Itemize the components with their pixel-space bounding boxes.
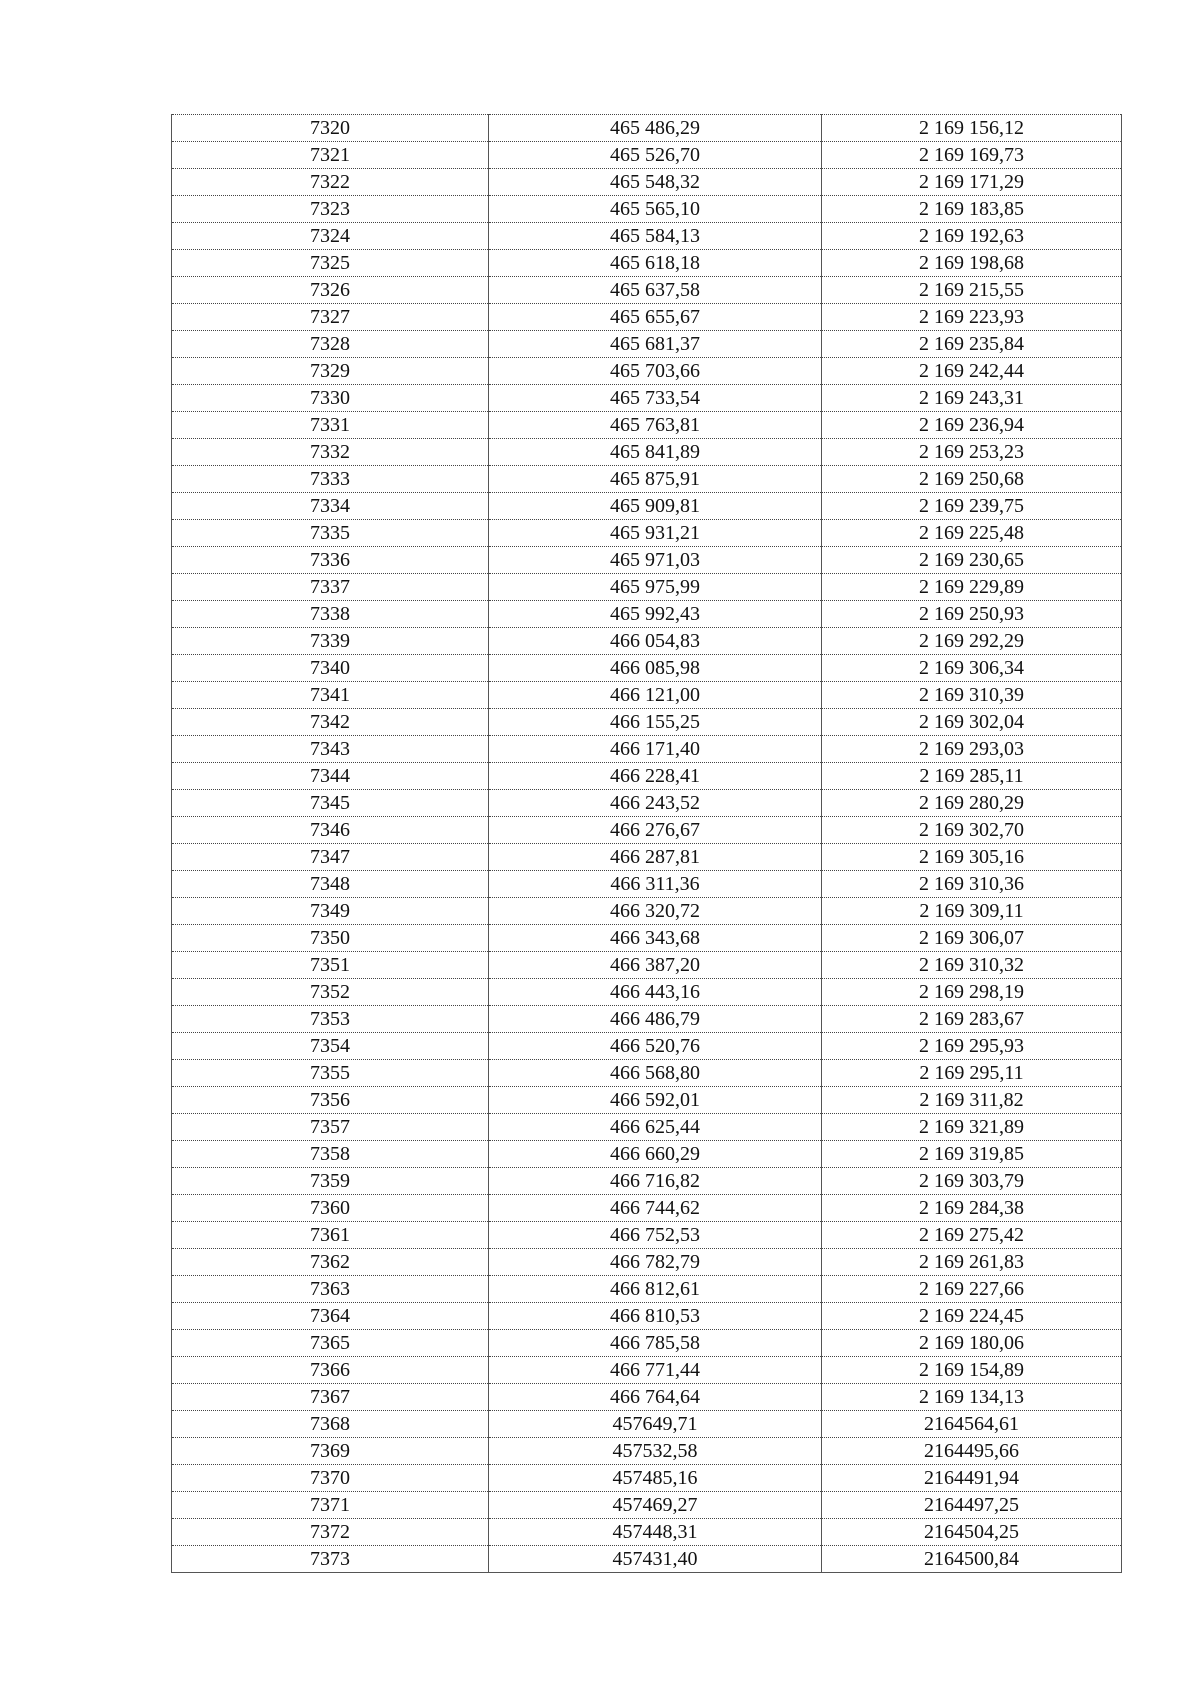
table-row (172, 1087, 1122, 1114)
table-row (172, 412, 1122, 439)
point-number-cell: 7335 (172, 520, 489, 547)
y-coordinate-cell: 2 169 306,07 (822, 925, 1122, 952)
y-coordinate-cell: 2 169 319,85 (822, 1141, 1122, 1168)
point-number-cell: 7326 (172, 277, 489, 304)
y-coordinate-cell: 2 169 280,29 (822, 790, 1122, 817)
y-coordinate-cell: 2164564,61 (822, 1411, 1122, 1438)
y-coordinate-cell: 2 169 253,23 (822, 439, 1122, 466)
table-row (172, 1384, 1122, 1411)
point-number-cell: 7366 (172, 1357, 489, 1384)
table-row (172, 871, 1122, 898)
x-coordinate-cell: 465 655,67 (489, 304, 822, 331)
table-row (172, 331, 1122, 358)
point-number-cell: 7373 (172, 1546, 489, 1573)
point-number-cell: 7325 (172, 250, 489, 277)
table-row (172, 1033, 1122, 1060)
y-coordinate-cell: 2 169 283,67 (822, 1006, 1122, 1033)
y-coordinate-cell: 2 169 302,70 (822, 817, 1122, 844)
x-coordinate-cell: 466 810,53 (489, 1303, 822, 1330)
x-coordinate-cell: 465 931,21 (489, 520, 822, 547)
x-coordinate-cell: 457469,27 (489, 1492, 822, 1519)
table-row (172, 358, 1122, 385)
table-row (172, 1438, 1122, 1465)
x-coordinate-cell: 466 782,79 (489, 1249, 822, 1276)
x-coordinate-cell: 466 228,41 (489, 763, 822, 790)
point-number-cell: 7345 (172, 790, 489, 817)
point-number-cell: 7348 (172, 871, 489, 898)
table-row (172, 520, 1122, 547)
y-coordinate-cell: 2 169 250,93 (822, 601, 1122, 628)
point-number-cell: 7362 (172, 1249, 489, 1276)
table-row (172, 304, 1122, 331)
x-coordinate-cell: 466 443,16 (489, 979, 822, 1006)
table-row (172, 736, 1122, 763)
point-number-cell: 7356 (172, 1087, 489, 1114)
x-coordinate-cell: 465 526,70 (489, 142, 822, 169)
x-coordinate-cell: 465 618,18 (489, 250, 822, 277)
table-row (172, 655, 1122, 682)
y-coordinate-cell: 2 169 192,63 (822, 223, 1122, 250)
table-row (172, 1114, 1122, 1141)
table-row (172, 628, 1122, 655)
point-number-cell: 7332 (172, 439, 489, 466)
table-row (172, 682, 1122, 709)
y-coordinate-cell: 2 169 321,89 (822, 1114, 1122, 1141)
y-coordinate-cell: 2 169 224,45 (822, 1303, 1122, 1330)
x-coordinate-cell: 465 703,66 (489, 358, 822, 385)
y-coordinate-cell: 2 169 227,66 (822, 1276, 1122, 1303)
y-coordinate-cell: 2 169 285,11 (822, 763, 1122, 790)
point-number-cell: 7370 (172, 1465, 489, 1492)
point-number-cell: 7367 (172, 1384, 489, 1411)
point-number-cell: 7324 (172, 223, 489, 250)
y-coordinate-cell: 2 169 303,79 (822, 1168, 1122, 1195)
x-coordinate-cell: 466 085,98 (489, 655, 822, 682)
x-coordinate-cell: 466 752,53 (489, 1222, 822, 1249)
x-coordinate-cell: 466 771,44 (489, 1357, 822, 1384)
table-row (172, 439, 1122, 466)
x-coordinate-cell: 457649,71 (489, 1411, 822, 1438)
table-row (172, 1465, 1122, 1492)
x-coordinate-cell: 466 387,20 (489, 952, 822, 979)
point-number-cell: 7338 (172, 601, 489, 628)
y-coordinate-cell: 2 169 236,94 (822, 412, 1122, 439)
y-coordinate-cell: 2 169 310,36 (822, 871, 1122, 898)
x-coordinate-cell: 465 875,91 (489, 466, 822, 493)
y-coordinate-cell: 2 169 154,89 (822, 1357, 1122, 1384)
x-coordinate-cell: 466 343,68 (489, 925, 822, 952)
x-coordinate-cell: 465 975,99 (489, 574, 822, 601)
y-coordinate-cell: 2164504,25 (822, 1519, 1122, 1546)
x-coordinate-cell: 466 764,64 (489, 1384, 822, 1411)
table-row (172, 844, 1122, 871)
point-number-cell: 7354 (172, 1033, 489, 1060)
y-coordinate-cell: 2 169 250,68 (822, 466, 1122, 493)
y-coordinate-cell: 2 169 293,03 (822, 736, 1122, 763)
table-row (172, 574, 1122, 601)
point-number-cell: 7334 (172, 493, 489, 520)
point-number-cell: 7333 (172, 466, 489, 493)
x-coordinate-cell: 465 763,81 (489, 412, 822, 439)
table-row (172, 1519, 1122, 1546)
y-coordinate-cell: 2 169 183,85 (822, 196, 1122, 223)
point-number-cell: 7320 (172, 115, 489, 142)
point-number-cell: 7346 (172, 817, 489, 844)
y-coordinate-cell: 2 169 223,93 (822, 304, 1122, 331)
table-row (172, 1330, 1122, 1357)
x-coordinate-cell: 466 054,83 (489, 628, 822, 655)
table-row (172, 1492, 1122, 1519)
x-coordinate-cell: 466 660,29 (489, 1141, 822, 1168)
point-number-cell: 7344 (172, 763, 489, 790)
point-number-cell: 7355 (172, 1060, 489, 1087)
y-coordinate-cell: 2 169 311,82 (822, 1087, 1122, 1114)
point-number-cell: 7340 (172, 655, 489, 682)
y-coordinate-cell: 2 169 180,06 (822, 1330, 1122, 1357)
table-row (172, 223, 1122, 250)
table-row (172, 979, 1122, 1006)
table-row (172, 1195, 1122, 1222)
y-coordinate-cell: 2 169 302,04 (822, 709, 1122, 736)
y-coordinate-cell: 2 169 295,11 (822, 1060, 1122, 1087)
y-coordinate-cell: 2 169 243,31 (822, 385, 1122, 412)
x-coordinate-cell: 466 486,79 (489, 1006, 822, 1033)
coordinates-table-body (172, 115, 1122, 1573)
x-coordinate-cell: 465 841,89 (489, 439, 822, 466)
point-number-cell: 7359 (172, 1168, 489, 1195)
table-row (172, 1411, 1122, 1438)
y-coordinate-cell: 2 169 169,73 (822, 142, 1122, 169)
y-coordinate-cell: 2164495,66 (822, 1438, 1122, 1465)
table-row (172, 1060, 1122, 1087)
point-number-cell: 7369 (172, 1438, 489, 1465)
table-row (172, 196, 1122, 223)
table-row (172, 1222, 1122, 1249)
y-coordinate-cell: 2 169 275,42 (822, 1222, 1122, 1249)
point-number-cell: 7321 (172, 142, 489, 169)
x-coordinate-cell: 465 992,43 (489, 601, 822, 628)
point-number-cell: 7339 (172, 628, 489, 655)
point-number-cell: 7322 (172, 169, 489, 196)
y-coordinate-cell: 2 169 134,13 (822, 1384, 1122, 1411)
x-coordinate-cell: 465 681,37 (489, 331, 822, 358)
point-number-cell: 7363 (172, 1276, 489, 1303)
y-coordinate-cell: 2 169 215,55 (822, 277, 1122, 304)
x-coordinate-cell: 466 716,82 (489, 1168, 822, 1195)
point-number-cell: 7358 (172, 1141, 489, 1168)
x-coordinate-cell: 466 744,62 (489, 1195, 822, 1222)
y-coordinate-cell: 2 169 306,34 (822, 655, 1122, 682)
table-row (172, 763, 1122, 790)
x-coordinate-cell: 465 548,32 (489, 169, 822, 196)
point-number-cell: 7357 (172, 1114, 489, 1141)
point-number-cell: 7323 (172, 196, 489, 223)
coordinates-table (171, 114, 1122, 1573)
x-coordinate-cell: 466 785,58 (489, 1330, 822, 1357)
table-row (172, 817, 1122, 844)
point-number-cell: 7350 (172, 925, 489, 952)
table-row (172, 169, 1122, 196)
y-coordinate-cell: 2 169 225,48 (822, 520, 1122, 547)
y-coordinate-cell: 2 169 295,93 (822, 1033, 1122, 1060)
y-coordinate-cell: 2 169 239,75 (822, 493, 1122, 520)
table-row (172, 790, 1122, 817)
point-number-cell: 7347 (172, 844, 489, 871)
x-coordinate-cell: 465 733,54 (489, 385, 822, 412)
point-number-cell: 7328 (172, 331, 489, 358)
point-number-cell: 7337 (172, 574, 489, 601)
table-row (172, 1357, 1122, 1384)
table-row (172, 925, 1122, 952)
table-row (172, 898, 1122, 925)
point-number-cell: 7364 (172, 1303, 489, 1330)
table-row (172, 1546, 1122, 1573)
y-coordinate-cell: 2 169 171,29 (822, 169, 1122, 196)
x-coordinate-cell: 466 276,67 (489, 817, 822, 844)
x-coordinate-cell: 466 155,25 (489, 709, 822, 736)
y-coordinate-cell: 2164491,94 (822, 1465, 1122, 1492)
table-row (172, 547, 1122, 574)
table-row (172, 1249, 1122, 1276)
y-coordinate-cell: 2 169 230,65 (822, 547, 1122, 574)
point-number-cell: 7365 (172, 1330, 489, 1357)
x-coordinate-cell: 466 568,80 (489, 1060, 822, 1087)
y-coordinate-cell: 2 169 298,19 (822, 979, 1122, 1006)
x-coordinate-cell: 457431,40 (489, 1546, 822, 1573)
y-coordinate-cell: 2 169 156,12 (822, 115, 1122, 142)
y-coordinate-cell: 2164497,25 (822, 1492, 1122, 1519)
table-row (172, 466, 1122, 493)
y-coordinate-cell: 2 169 198,68 (822, 250, 1122, 277)
x-coordinate-cell: 466 243,52 (489, 790, 822, 817)
point-number-cell: 7371 (172, 1492, 489, 1519)
point-number-cell: 7330 (172, 385, 489, 412)
y-coordinate-cell: 2 169 284,38 (822, 1195, 1122, 1222)
x-coordinate-cell: 466 287,81 (489, 844, 822, 871)
table-row (172, 142, 1122, 169)
y-coordinate-cell: 2164500,84 (822, 1546, 1122, 1573)
point-number-cell: 7360 (172, 1195, 489, 1222)
table-row (172, 385, 1122, 412)
x-coordinate-cell: 465 971,03 (489, 547, 822, 574)
x-coordinate-cell: 466 171,40 (489, 736, 822, 763)
table-row (172, 1168, 1122, 1195)
point-number-cell: 7343 (172, 736, 489, 763)
table-row (172, 601, 1122, 628)
x-coordinate-cell: 466 520,76 (489, 1033, 822, 1060)
table-row (172, 1141, 1122, 1168)
point-number-cell: 7331 (172, 412, 489, 439)
point-number-cell: 7368 (172, 1411, 489, 1438)
table-row (172, 1276, 1122, 1303)
point-number-cell: 7361 (172, 1222, 489, 1249)
x-coordinate-cell: 466 311,36 (489, 871, 822, 898)
table-row (172, 250, 1122, 277)
y-coordinate-cell: 2 169 310,39 (822, 682, 1122, 709)
x-coordinate-cell: 466 812,61 (489, 1276, 822, 1303)
point-number-cell: 7336 (172, 547, 489, 574)
point-number-cell: 7341 (172, 682, 489, 709)
table-row (172, 115, 1122, 142)
x-coordinate-cell: 465 637,58 (489, 277, 822, 304)
table-row (172, 277, 1122, 304)
y-coordinate-cell: 2 169 309,11 (822, 898, 1122, 925)
y-coordinate-cell: 2 169 292,29 (822, 628, 1122, 655)
x-coordinate-cell: 457448,31 (489, 1519, 822, 1546)
x-coordinate-cell: 465 486,29 (489, 115, 822, 142)
table-row (172, 709, 1122, 736)
x-coordinate-cell: 457485,16 (489, 1465, 822, 1492)
point-number-cell: 7349 (172, 898, 489, 925)
x-coordinate-cell: 466 625,44 (489, 1114, 822, 1141)
y-coordinate-cell: 2 169 305,16 (822, 844, 1122, 871)
point-number-cell: 7327 (172, 304, 489, 331)
point-number-cell: 7351 (172, 952, 489, 979)
y-coordinate-cell: 2 169 242,44 (822, 358, 1122, 385)
x-coordinate-cell: 466 592,01 (489, 1087, 822, 1114)
point-number-cell: 7329 (172, 358, 489, 385)
x-coordinate-cell: 466 320,72 (489, 898, 822, 925)
table-row (172, 952, 1122, 979)
y-coordinate-cell: 2 169 229,89 (822, 574, 1122, 601)
x-coordinate-cell: 466 121,00 (489, 682, 822, 709)
y-coordinate-cell: 2 169 261,83 (822, 1249, 1122, 1276)
y-coordinate-cell: 2 169 310,32 (822, 952, 1122, 979)
x-coordinate-cell: 465 584,13 (489, 223, 822, 250)
point-number-cell: 7372 (172, 1519, 489, 1546)
x-coordinate-cell: 457532,58 (489, 1438, 822, 1465)
point-number-cell: 7352 (172, 979, 489, 1006)
y-coordinate-cell: 2 169 235,84 (822, 331, 1122, 358)
x-coordinate-cell: 465 565,10 (489, 196, 822, 223)
point-number-cell: 7342 (172, 709, 489, 736)
table-row (172, 1303, 1122, 1330)
x-coordinate-cell: 465 909,81 (489, 493, 822, 520)
table-row (172, 493, 1122, 520)
table-row (172, 1006, 1122, 1033)
point-number-cell: 7353 (172, 1006, 489, 1033)
